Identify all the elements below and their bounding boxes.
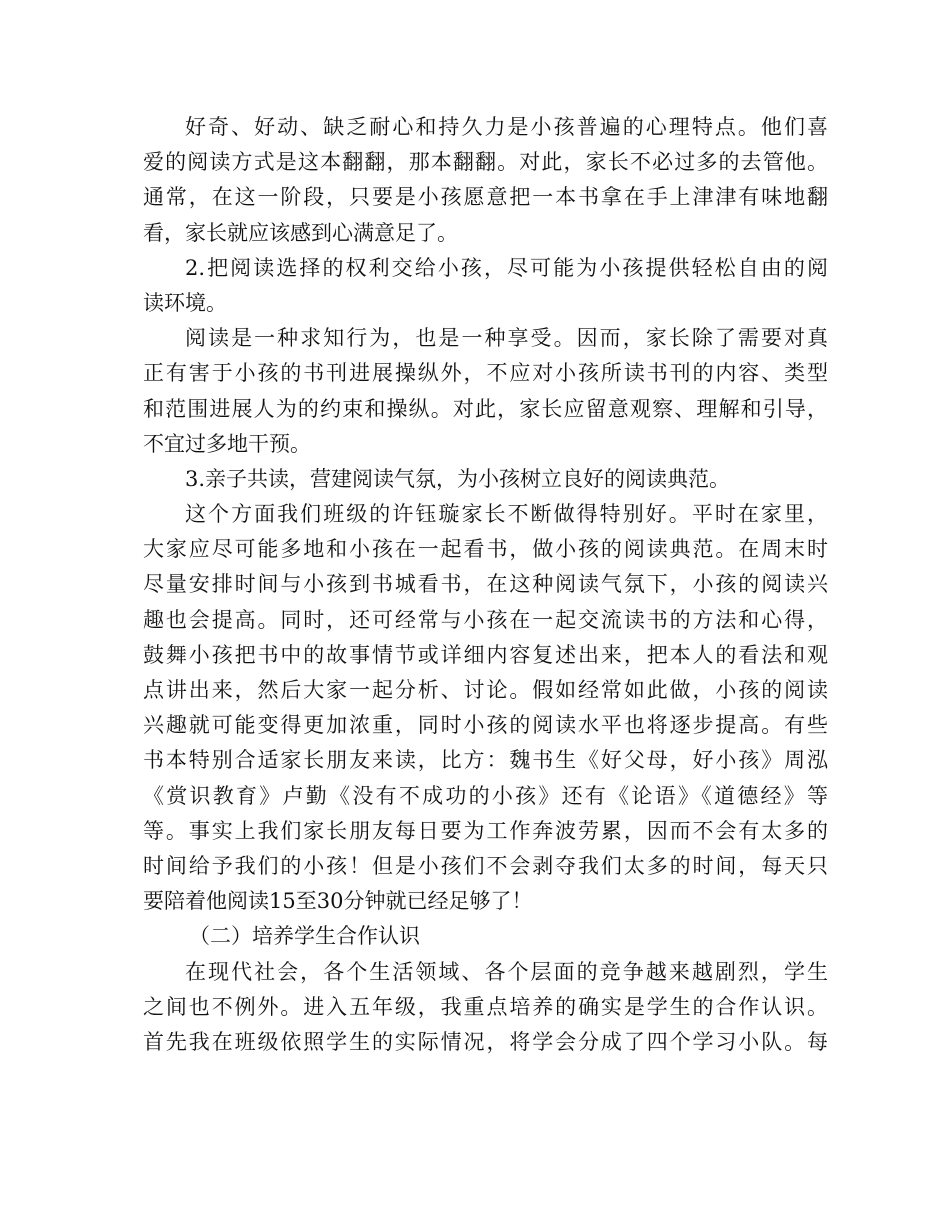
paragraph-line: 大家应尽可能多地和小孩在一起看书，做小孩的阅读典范。在周末时 [143,537,828,562]
paragraph-line: 书本特别合适家长朋友来读，比方：魏书生《好父母，好小孩》周泓 [143,748,828,773]
paragraph-line: 爱的阅读方式是这本翻翻，那本翻翻。对此，家长不必过多的去管他。 [143,150,828,175]
paragraph-line: 不宜过多地干预。 [143,431,311,456]
paragraph-line: 点讲出来，然后大家一起分析、讨论。假如经常如此做，小孩的阅读 [143,678,828,702]
paragraph-line: 之间也不例外。进入五年级，我重点培养的确实是学生的合作认识。 [143,994,828,1019]
paragraph-line: 趣也会提高。同时，还可经常与小孩在一起交流读书的方法和心得， [143,607,828,632]
paragraph-line: 在现代社会，各个生活领域、各个层面的竞争越来越剧烈，学生 [185,959,828,984]
paragraph-line: 鼓舞小孩把书中的故事情节或详细内容复述出来，把本人的看法和观 [143,642,828,667]
body-text [143,110,828,1060]
paragraph-line: 要陪着他阅读15至30分钟就已经足够了！ [143,889,533,914]
paragraph-line: 《赏识教育》卢勤《没有不成功的小孩》还有《论语》《道德经》等 [143,783,828,808]
section-heading-two: （二）培养学生合作认识 [189,924,420,949]
paragraph-line: 看，家长就应该感到心满意足了。 [143,220,458,245]
paragraph-line: 等。事实上我们家长朋友每日要为工作奔波劳累，因而不会有太多的 [143,818,828,843]
paragraph-line: 这个方面我们班级的许钰璇家长不断做得特别好。平时在家里， [185,502,828,527]
paragraph-line: 正有害于小孩的书刊进展操纵外，不应对小孩所读书刊的内容、类型 [143,361,828,386]
paragraph-line: 首先我在班级依照学生的实际情况，将学会分成了四个学习小队。每 [143,1029,828,1054]
section-heading-3: 3.亲子共读，营建阅读气氛，为小孩树立良好的阅读典范。 [185,466,731,491]
section-heading-2: 2.把阅读选择的权利交给小孩，尽可能为小孩提供轻松自由的阅 [185,255,828,280]
paragraph-line: 和范围进展人为的约束和操纵。对此，家长应留意观察、理解和引导， [143,396,828,421]
paragraph-line: 时间给予我们的小孩！但是小孩们不会剥夺我们太多的时间，每天只 [143,853,828,878]
section-heading-2-cont: 读环境。 [143,290,227,315]
paragraph-line: 兴趣就可能变得更加浓重，同时小孩的阅读水平也将逐步提高。有些 [143,713,828,738]
paragraph-line: 阅读是一种求知行为，也是一种享受。因而，家长除了需要对真 [185,326,828,351]
paragraph-line: 好奇、好动、缺乏耐心和持久力是小孩普遍的心理特点。他们喜 [185,115,828,139]
paragraph-line: 尽量安排时间与小孩到书城看书，在这种阅读气氛下，小孩的阅读兴 [143,572,828,597]
paragraph-line: 通常，在这一阶段，只要是小孩愿意把一本书拿在手上津津有味地翻 [143,185,828,210]
